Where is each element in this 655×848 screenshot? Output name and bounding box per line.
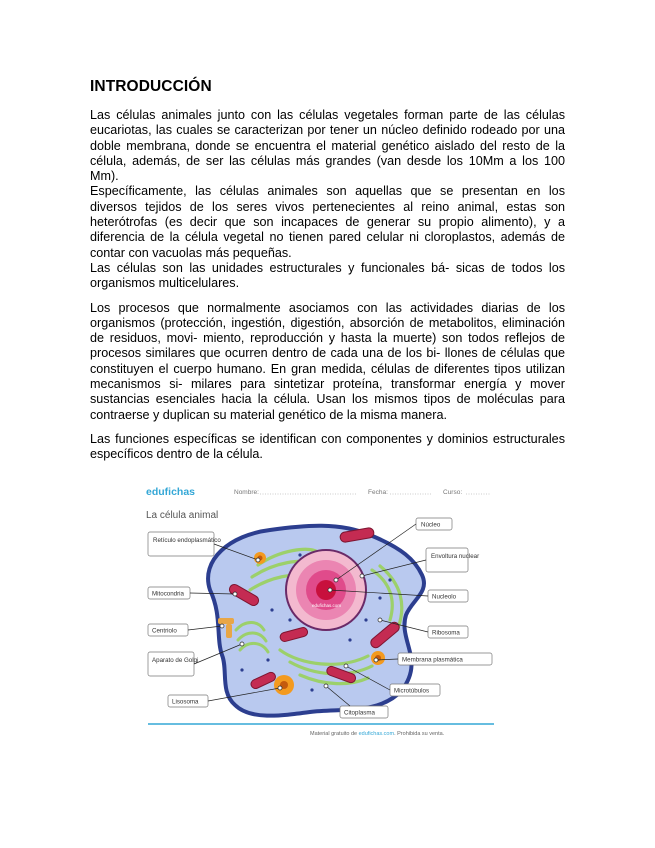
paragraph-1: Las células animales junto con las células vegetales forman parte de las células eucariotas, las cuales se caracterizan por tener un núcleo definido rodeado por una doble membrana, donde se encuentra el material genético aislado del resto de la célula, además, de ser las células más grandes (van desde los 10Mm a los 100 Mm).: [90, 108, 565, 184]
footer-credit: Material gratuito de edufichas.com. Prohibida su venta.: [310, 731, 445, 737]
label-golgi: Aparato de Golgi: [152, 657, 199, 664]
page-title: INTRODUCCIÓN: [90, 78, 212, 95]
document-page: [90, 78, 565, 463]
paragraph-2: Específicamente, las células animales son aquellas que se presentan en los diversos tejidos de los seres vivos pertenecientes al reino animal, estas son heterótrofas (es decir que son incapaces de generar su propio alimento), y a diferencia de la célula vegetal no tienen pared celular ni cloroplastos, además de contar con vacuolas más pequeñas.: [90, 184, 565, 260]
label-envoltura: Envoltura nuclear: [431, 553, 480, 560]
paragraph-3: Las células son las unidades estructurales y funcionales bá- sicas de todos los organismos multicelulares.: [90, 260, 565, 291]
fecha-label: Fecha:: [368, 489, 388, 496]
label-microtubulos: Microtúbulos: [394, 687, 430, 695]
label-membrana: Membrana plasmática: [402, 656, 463, 664]
worksheet-title: La célula animal: [146, 510, 219, 521]
label-citoplasma: Citoplasma: [344, 709, 375, 717]
paragraph-5: Las funciones específicas se identifican con componentes y dominios estructurales específicos dentro de la célula.: [90, 431, 565, 462]
nombre-label: Nombre:: [234, 489, 259, 496]
edufichas-logo: [145, 485, 203, 498]
curso-label: Curso:: [443, 489, 463, 496]
label-reticulo: Retículo endoplasmático: [153, 537, 221, 544]
label-mitocondria: Mitocondria: [152, 590, 184, 598]
animal-cell-worksheet: [140, 480, 502, 742]
label-nucleo: Núcleo: [421, 521, 441, 529]
svg-text:edufichas: edufichas: [146, 486, 196, 498]
label-centriolo: Centriolo: [152, 627, 177, 635]
label-lisosoma: Lisosoma: [172, 698, 199, 706]
nucleus: [286, 550, 366, 630]
label-ribosoma: Ribosoma: [432, 629, 460, 637]
watermark-text: edufichas.com: [312, 603, 342, 608]
paragraph-4: Los procesos que normalmente asociamos con las actividades diarias de los organismos (protección, ingestión, digestión, absorción de metabolitos, eliminación de residuos, movi- miento, reproducción y hasta la muerte) son todos reflejos de procesos similares que ocurren dentro de cada una de los bi- llones de células que constituyen el cuerpo humano. En gran medida, células de diferentes tipos utilizan mecanismos si- milares para sintetizar proteína, transformar energía y mover sustancias esenciales hacia la célula. Usan los mismos tipos de moléculas para contraerse y duplican su material genético de la misma manera.: [90, 300, 565, 422]
label-nucleolo: Nucleolo: [432, 593, 457, 601]
